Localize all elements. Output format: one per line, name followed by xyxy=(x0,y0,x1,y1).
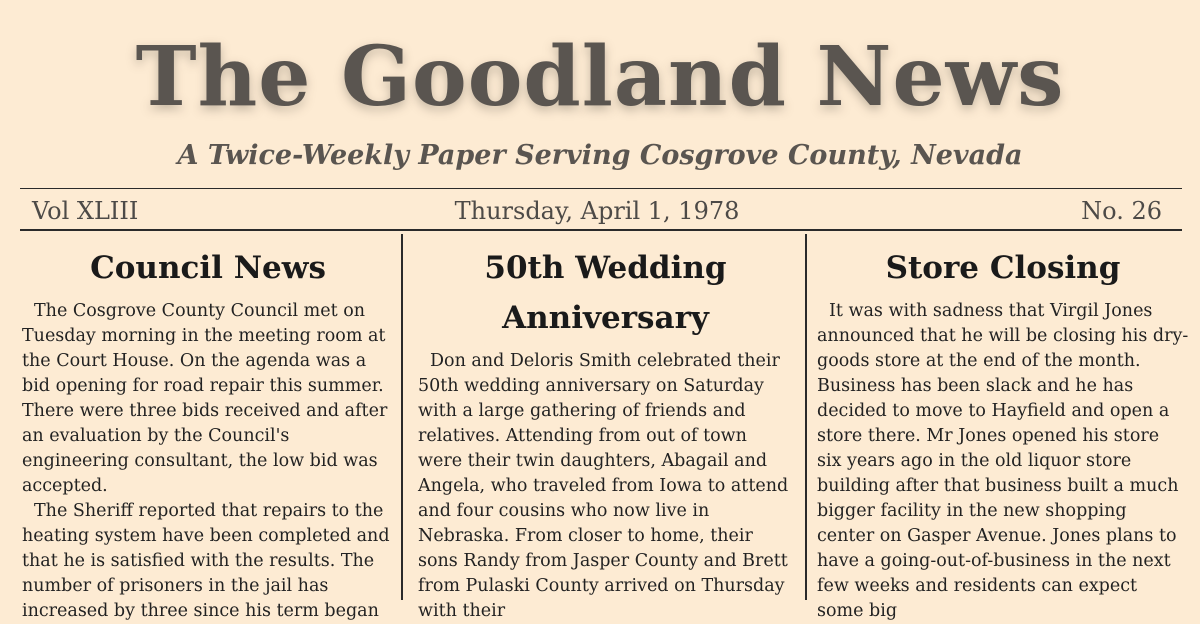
masthead-subtitle: A Twice-Weekly Paper Serving Cosgrove County, Nevada xyxy=(177,140,1023,171)
column-divider xyxy=(805,234,807,600)
article-store-closing xyxy=(817,238,1189,621)
dateline-bottom-rule xyxy=(20,229,1182,231)
article-paragraph: Don and Deloris Smith celebrated their 50th wedding anniversary on Saturday with a large gathering of friends and relatives. Attending from out of town were their twin daughters, Abagail and Angela, who traveled from Iowa to attend and four cousins who now live in Nebraska. From closer to home, their sons Randy from Jasper County and Brett from Pulaski County arrived on Thursday with their xyxy=(418,351,789,621)
dateline-top-rule xyxy=(20,188,1182,189)
column-divider xyxy=(401,234,403,600)
article-headline: Council News xyxy=(90,250,326,286)
article-paragraph: The Sheriff reported that repairs to the heating system have been completed and that he is satisfied with the results. The number of prisoners in the jail has increased by three since his term began xyxy=(22,501,390,621)
article-paragraph: It was with sadness that Virgil Jones announced that he will be closing his dry-goods store at the end of the month. Business has been slack and he has decided to move to Hayfield and open a store there. Mr Jones opened his store six years ago in the old liquor store building after that business built a much bigger facility in the new shopping center on Gasper Avenue. Jones plans to have a going-out-of-business in the next few weeks and residents can expect some big xyxy=(817,301,1189,621)
article-council-news xyxy=(22,238,394,621)
article-paragraph: The Cosgrove County Council met on Tuesday morning in the meeting room at the Court House. On the agenda was a bid opening for road repair this summer. There were three bids received and after an evaluation by the Council's engineering consultant, the low bid was accepted. xyxy=(22,301,388,496)
article-headline: Store Closing xyxy=(885,250,1121,286)
article-wedding-anniversary xyxy=(418,238,793,621)
issue-number: No. 26 xyxy=(1081,197,1162,225)
issue-date: Thursday, April 1, 1978 xyxy=(454,197,740,225)
volume-number: Vol XLIII xyxy=(32,197,139,225)
article-headline: 50th Wedding Anniversary xyxy=(484,250,727,336)
masthead-title: The Goodland News xyxy=(135,29,1065,125)
